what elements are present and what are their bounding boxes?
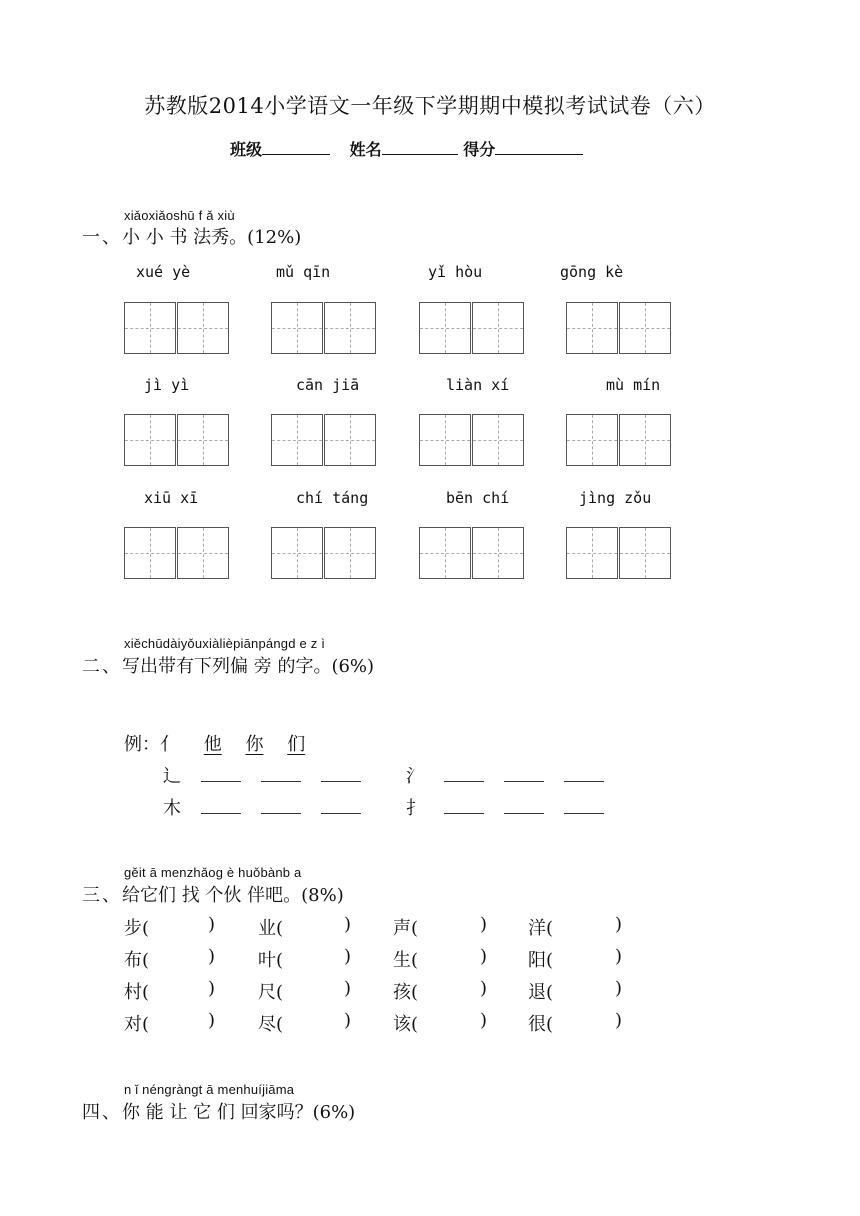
- radical: 木: [163, 798, 181, 819]
- s3-item: 生(: [393, 950, 419, 971]
- s3-item: 尺(: [258, 982, 284, 1003]
- s3-item: 该(: [393, 1014, 419, 1035]
- answer-blank[interactable]: [201, 763, 241, 782]
- section4-number: 四、: [82, 1102, 122, 1123]
- section1-pinyin: xiǎoxiǎoshū f ǎ xiù: [124, 208, 235, 223]
- writing-grid-box[interactable]: [419, 527, 471, 579]
- s1-pinyin-r3c1: xiū xī: [144, 489, 199, 507]
- s3-item: 退(: [528, 982, 554, 1003]
- writing-grid-box[interactable]: [271, 527, 323, 579]
- writing-grid-box[interactable]: [124, 302, 176, 354]
- s1-pinyin-r2c3: liàn xí: [446, 376, 510, 394]
- writing-grid-box[interactable]: [177, 414, 229, 466]
- s3-close-paren: ): [208, 914, 216, 935]
- answer-blank[interactable]: [564, 763, 604, 782]
- s1-pinyin-r1c2: mǔ qīn: [276, 263, 331, 281]
- s3-item: 业(: [258, 918, 284, 939]
- writing-grid-box[interactable]: [472, 414, 524, 466]
- writing-grid-box[interactable]: [472, 302, 524, 354]
- s1-pinyin-r3c2: chí táng: [296, 489, 369, 507]
- s1-pinyin-r1c1: xué yè: [136, 263, 191, 281]
- radical-row: [406, 794, 604, 820]
- s1-pinyin-r1c3: yǐ hòu: [428, 263, 483, 281]
- s3-close-paren: ): [480, 978, 488, 999]
- s3-close-paren: ): [344, 914, 352, 935]
- s3-close-paren: ): [344, 1010, 352, 1031]
- s3-item: 对(: [124, 1014, 150, 1035]
- answer-blank[interactable]: [444, 795, 484, 814]
- s1-pinyin-r2c4: mù mín: [606, 376, 661, 394]
- s3-item: 洋(: [528, 918, 554, 939]
- writing-grid-box[interactable]: [271, 414, 323, 466]
- section4-title: 你 能 让 它 们 回家吗？(6%): [122, 1102, 356, 1123]
- section2-pinyin: xiěchūdàiyǒuxiàlièpiānpángd e z ì: [124, 636, 326, 651]
- student-info-line: [230, 137, 597, 160]
- writing-grid-box[interactable]: [324, 302, 376, 354]
- writing-grid-box[interactable]: [472, 527, 524, 579]
- section3-pinyin: gěit ā menzhǎog è huǒbànb a: [124, 865, 302, 880]
- s3-item: 很(: [528, 1014, 554, 1035]
- s1-pinyin-r2c2: cān jiā: [296, 376, 360, 394]
- answer-blank[interactable]: [444, 763, 484, 782]
- class-blank[interactable]: [262, 140, 330, 155]
- writing-grid-box[interactable]: [324, 527, 376, 579]
- example-word: 你: [245, 734, 264, 755]
- page-title: 苏教版2014小学语文一年级下学期期中模拟考试试卷（六）: [144, 94, 716, 118]
- s3-close-paren: ): [208, 1010, 216, 1031]
- s3-close-paren: ): [208, 978, 216, 999]
- writing-grid-box[interactable]: [619, 414, 671, 466]
- s3-close-paren: ): [344, 978, 352, 999]
- answer-blank[interactable]: [201, 795, 241, 814]
- section1-title: 小 小 书 法秀。(12%): [122, 227, 302, 248]
- s3-item: 尽(: [258, 1014, 284, 1035]
- section2-title: 写出带有下列偏 旁 的字。(6%): [122, 656, 375, 677]
- s3-item: 步(: [124, 918, 150, 939]
- radical: 辶: [163, 766, 181, 787]
- writing-grid-box[interactable]: [566, 527, 618, 579]
- answer-blank[interactable]: [504, 763, 544, 782]
- example-row: [124, 730, 305, 756]
- answer-blank[interactable]: [564, 795, 604, 814]
- writing-grid-box[interactable]: [566, 414, 618, 466]
- answer-blank[interactable]: [321, 795, 361, 814]
- section1-number: 一、: [82, 227, 122, 248]
- example-label: 例：亻: [124, 734, 178, 755]
- writing-grid-box[interactable]: [619, 302, 671, 354]
- section2-heading: [82, 652, 374, 678]
- score-blank[interactable]: [495, 140, 583, 155]
- s1-pinyin-r2c1: jì yì: [144, 376, 190, 394]
- name-label: 姓名: [349, 140, 382, 159]
- radical-row: [163, 794, 361, 820]
- s3-item: 布(: [124, 950, 150, 971]
- radical: 氵: [406, 766, 424, 787]
- s3-item: 叶(: [258, 950, 284, 971]
- answer-blank[interactable]: [321, 763, 361, 782]
- s1-pinyin-r3c4: jìng zǒu: [579, 489, 652, 507]
- radical-row: [163, 762, 361, 788]
- writing-grid-box[interactable]: [619, 527, 671, 579]
- writing-grid-box[interactable]: [566, 302, 618, 354]
- s3-close-paren: ): [615, 914, 623, 935]
- answer-blank[interactable]: [261, 763, 301, 782]
- s1-pinyin-r3c3: bēn chí: [446, 489, 510, 507]
- s3-close-paren: ): [480, 946, 488, 967]
- s3-close-paren: ): [344, 946, 352, 967]
- writing-grid-box[interactable]: [419, 302, 471, 354]
- writing-grid-box[interactable]: [124, 414, 176, 466]
- example-word: 们: [287, 734, 306, 755]
- radical: 扌: [406, 798, 424, 819]
- s3-item: 村(: [124, 982, 150, 1003]
- writing-grid-box[interactable]: [124, 527, 176, 579]
- section2-number: 二、: [82, 656, 122, 677]
- section3-heading: [82, 881, 344, 907]
- s1-pinyin-r1c4: gōng kè: [560, 263, 624, 281]
- score-label: 得分: [463, 140, 496, 159]
- s3-close-paren: ): [615, 946, 623, 967]
- s3-item: 声(: [393, 918, 419, 939]
- s3-close-paren: ): [615, 978, 623, 999]
- name-blank[interactable]: [382, 140, 458, 155]
- section4-heading: [82, 1098, 355, 1124]
- writing-grid-box[interactable]: [419, 414, 471, 466]
- answer-blank[interactable]: [504, 795, 544, 814]
- answer-blank[interactable]: [261, 795, 301, 814]
- class-label: 班级: [230, 140, 263, 159]
- writing-grid-box[interactable]: [324, 414, 376, 466]
- section1-heading: [82, 223, 301, 249]
- s3-close-paren: ): [615, 1010, 623, 1031]
- writing-grid-box[interactable]: [177, 302, 229, 354]
- section4-pinyin: n ǐ néngràngt ā menhuíjiāma: [124, 1082, 295, 1097]
- section3-number: 三、: [82, 885, 122, 906]
- writing-grid-box[interactable]: [177, 527, 229, 579]
- s3-item: 阳(: [528, 950, 554, 971]
- s3-item: 孩(: [393, 982, 419, 1003]
- s3-close-paren: ): [480, 914, 488, 935]
- radical-row: [406, 762, 604, 788]
- writing-grid-box[interactable]: [271, 302, 323, 354]
- s3-close-paren: ): [208, 946, 216, 967]
- example-word: 他: [203, 734, 222, 755]
- section3-title: 给它们 找 个伙 伴吧。(8%): [122, 885, 344, 906]
- s3-close-paren: ): [480, 1010, 488, 1031]
